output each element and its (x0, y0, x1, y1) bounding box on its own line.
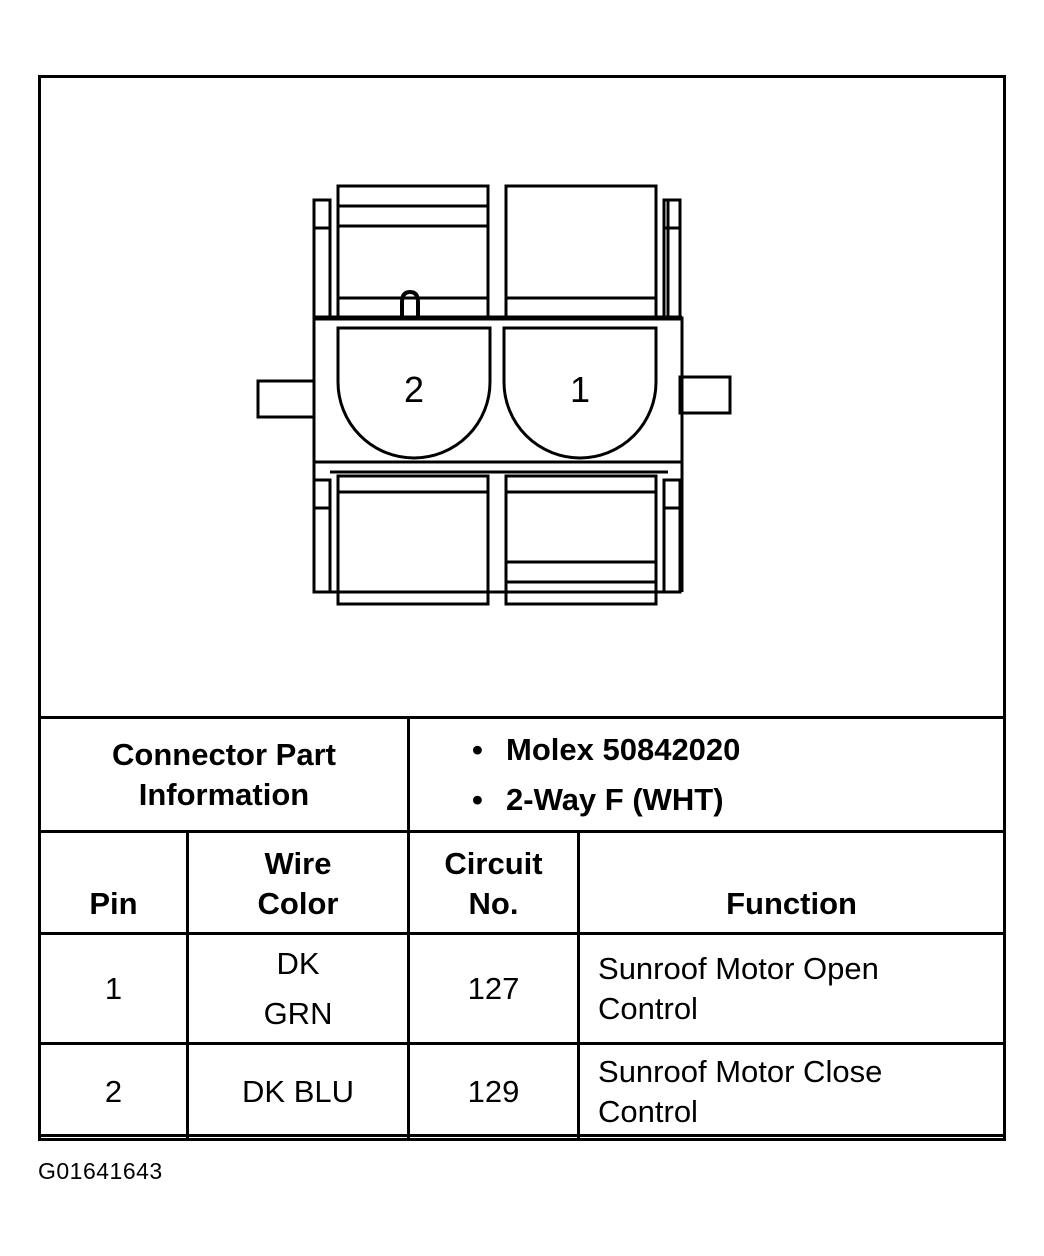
connector-lock-key (402, 292, 418, 318)
table-row (40, 934, 1005, 1044)
circuit-cell: 129 (409, 1044, 579, 1140)
pin-cell: 2 (40, 1044, 188, 1140)
connector-housing (314, 200, 682, 592)
table-header-row (40, 832, 1005, 934)
part-info-row (40, 718, 1005, 832)
cavity-label-1: 1 (569, 369, 591, 410)
table-row (40, 1044, 1005, 1140)
part-info-list (409, 718, 1005, 832)
part-info-item: • 2-Way F (WHT) (472, 781, 724, 817)
pin-cell: 1 (40, 934, 188, 1044)
wire-color-cell: DK BLU (188, 1044, 409, 1140)
connector-side-tab-right (680, 377, 730, 413)
cavity-label-2: 2 (403, 369, 425, 410)
part-info-item: • Molex 50842020 (472, 731, 741, 767)
connector-block-bottom-right (506, 476, 656, 604)
function-cell: Sunroof Motor Close Control (579, 1044, 1005, 1140)
header-wire-color: Wire Color (188, 832, 409, 934)
connector-block-bottom-left (338, 476, 488, 604)
figure-id: G01641643 (38, 1158, 163, 1184)
function-cell: Sunroof Motor Open Control (579, 934, 1005, 1044)
connector-pin-table (38, 716, 1006, 1141)
header-function: Function (579, 832, 1005, 934)
connector-rail-left-top (314, 200, 330, 318)
connector-rail-left-bottom (314, 480, 330, 592)
connector-rail-right-top (664, 200, 680, 318)
wire-color-cell: DK GRN (188, 934, 409, 1044)
header-circuit-no: Circuit No. (409, 832, 579, 934)
connector-side-tab-left (258, 381, 314, 417)
part-info-label: Connector Part Information (40, 718, 409, 832)
header-pin: Pin (40, 832, 188, 934)
circuit-cell: 127 (409, 934, 579, 1044)
connector-rail-right-bottom (664, 480, 680, 592)
